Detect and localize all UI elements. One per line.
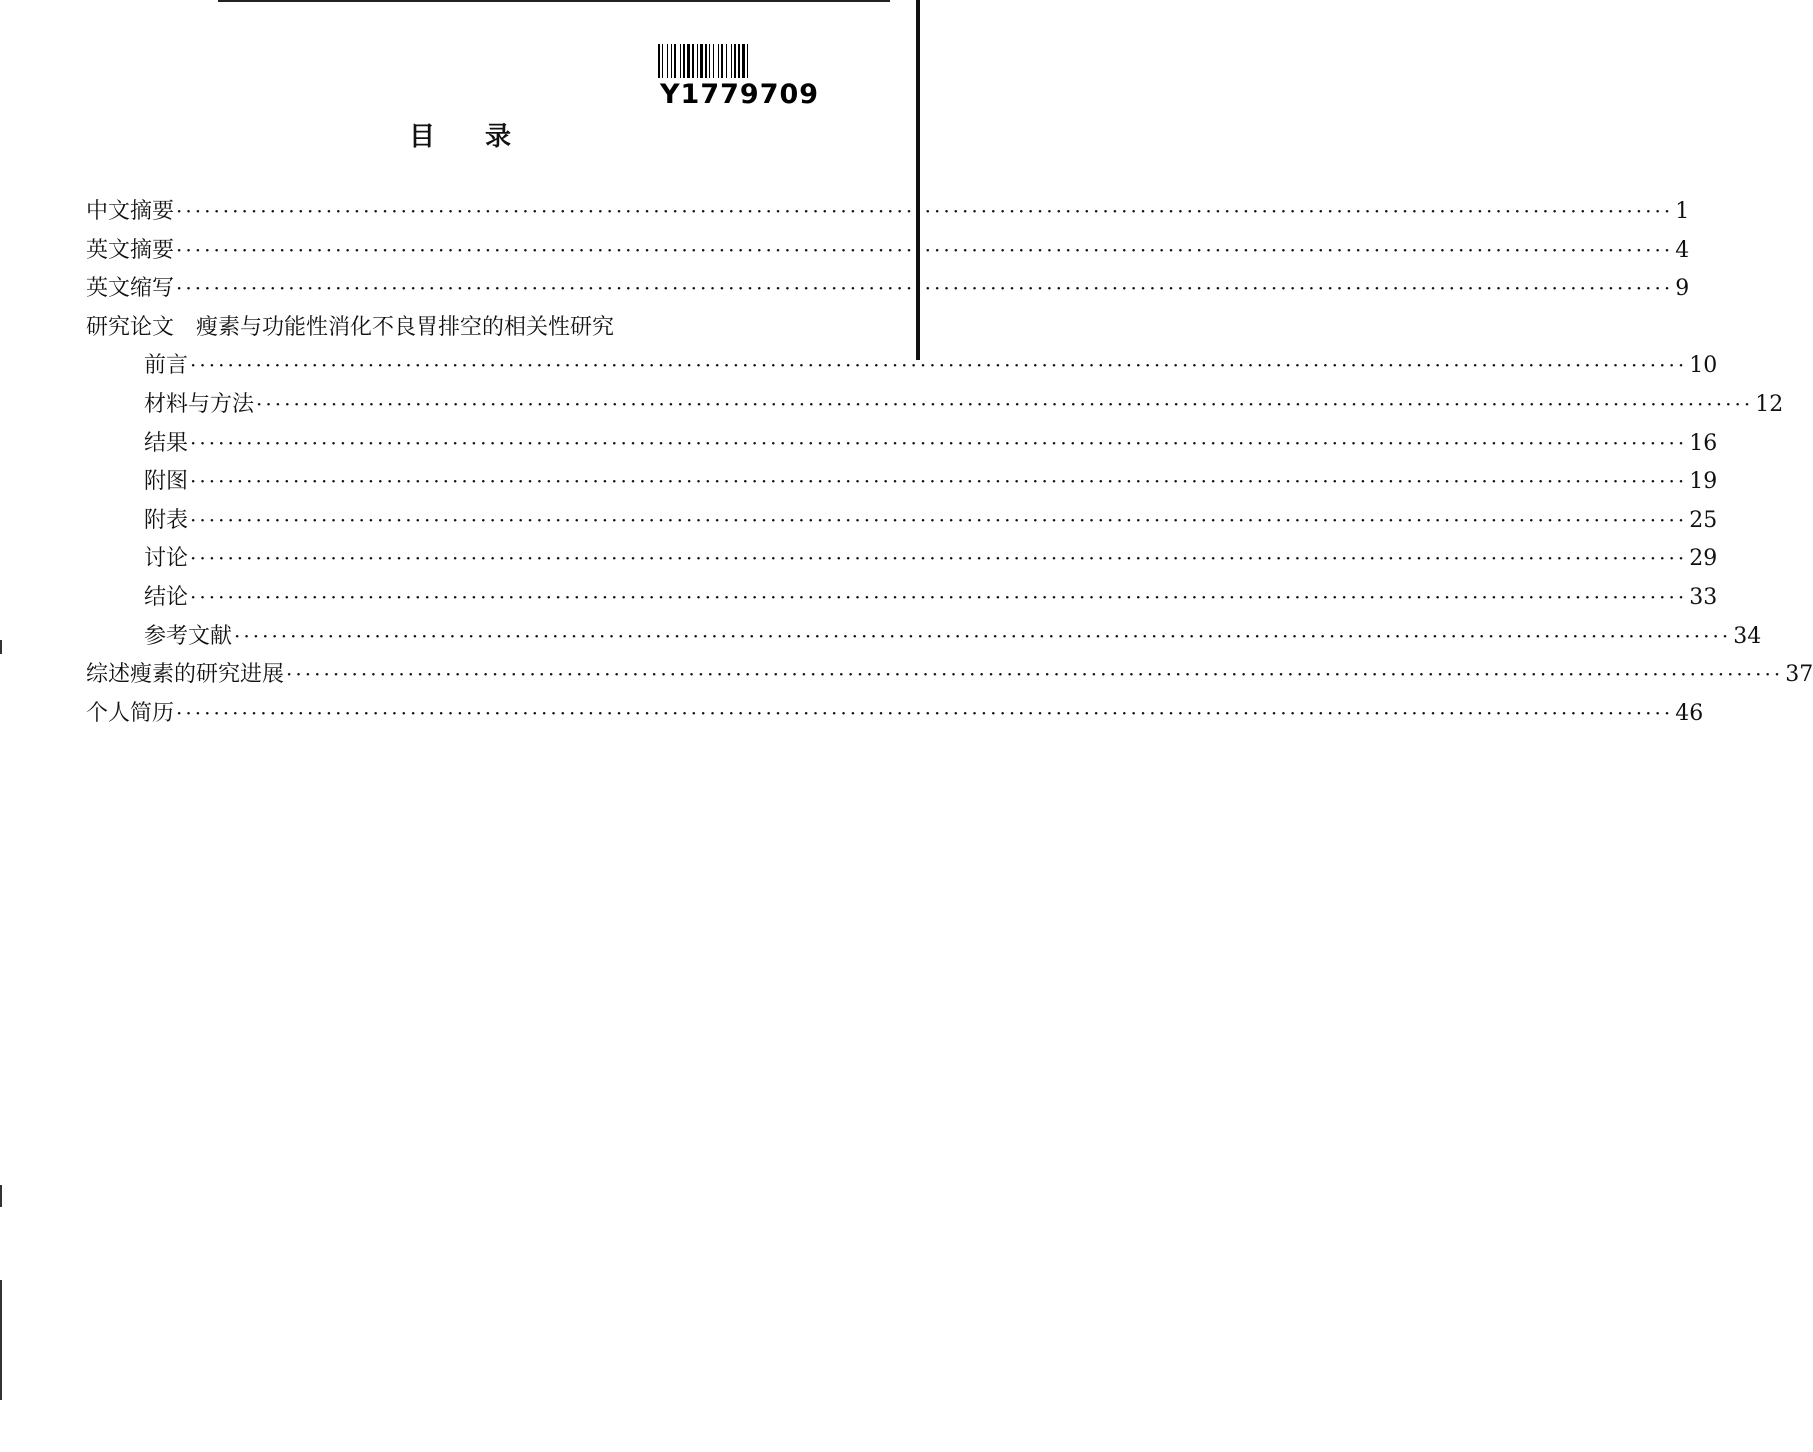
toc-page-number: 1 bbox=[1675, 199, 1690, 224]
toc-label: 英文缩写 bbox=[86, 276, 175, 302]
toc-label: 前言 bbox=[144, 353, 189, 379]
toc-label: 结论 bbox=[144, 584, 189, 610]
toc-subentry[interactable] bbox=[86, 619, 1762, 658]
toc-section-heading[interactable] bbox=[86, 310, 802, 349]
toc-page-number: 34 bbox=[1733, 623, 1762, 649]
scan-mark bbox=[0, 1185, 2, 1207]
scan-mark bbox=[0, 1280, 2, 1400]
page-title: 目录 bbox=[408, 122, 561, 152]
toc-page-number: 16 bbox=[1689, 430, 1718, 456]
dot-leader: ································································································································································ bbox=[190, 584, 1688, 609]
toc-label: 材料与方法 bbox=[144, 391, 255, 417]
toc-subentry[interactable] bbox=[86, 348, 1718, 387]
toc-page-number: 33 bbox=[1689, 584, 1718, 610]
dot-leader: ································································································································································ bbox=[190, 546, 1688, 571]
dot-leader: ································································································································································ bbox=[190, 430, 1688, 455]
toc-label: 英文摘要 bbox=[86, 237, 175, 263]
scan-mark bbox=[0, 640, 2, 654]
toc-entry[interactable] bbox=[86, 271, 1690, 310]
top-border-line bbox=[218, 0, 890, 2]
page-edge bbox=[916, 0, 920, 360]
toc-entry[interactable] bbox=[86, 233, 1690, 272]
toc-page-number: 4 bbox=[1675, 237, 1690, 263]
dot-leader: ································································································································································ bbox=[176, 700, 1674, 725]
toc-entry[interactable] bbox=[86, 696, 1704, 735]
toc-page-number: 25 bbox=[1689, 507, 1718, 533]
toc-subentry[interactable] bbox=[86, 503, 1718, 542]
toc-subentry[interactable] bbox=[86, 464, 1718, 503]
dot-leader: ································································································································································ bbox=[176, 199, 1674, 223]
toc-label: 研究论文 bbox=[86, 314, 175, 340]
toc-label: 附表 bbox=[144, 507, 189, 533]
dot-leader: ································································································································································ bbox=[190, 469, 1688, 494]
toc-label: 参考文献 bbox=[144, 623, 233, 649]
toc-subentry[interactable] bbox=[86, 426, 1718, 465]
barcode-image bbox=[658, 44, 810, 78]
dot-leader: ································································································································································ bbox=[176, 237, 1674, 262]
toc-label: 综述 bbox=[86, 662, 131, 688]
toc-entry[interactable] bbox=[86, 657, 1813, 696]
toc-page-number: 46 bbox=[1675, 700, 1704, 726]
toc-label: 个人简历 bbox=[86, 700, 175, 726]
toc-subentry[interactable] bbox=[86, 541, 1718, 580]
toc-page-number: 29 bbox=[1689, 546, 1718, 572]
toc-page-number: 19 bbox=[1689, 469, 1718, 495]
toc-subentry[interactable] bbox=[86, 580, 1718, 619]
toc-label: 讨论 bbox=[144, 546, 189, 572]
paper-title: 瘦素与功能性消化不良胃排空的相关性研究 bbox=[196, 314, 615, 340]
dot-leader: ································································································································································ bbox=[190, 353, 1688, 378]
toc-page-number: 12 bbox=[1755, 391, 1784, 417]
dot-leader: ································································································································································ bbox=[234, 623, 1732, 648]
toc-page-number: 9 bbox=[1675, 276, 1690, 302]
review-title: 瘦素的研究进展 bbox=[130, 662, 285, 688]
toc-label: 附图 bbox=[144, 469, 189, 495]
dot-leader: ································································································································································ bbox=[256, 391, 1754, 416]
toc-page-number: 10 bbox=[1689, 353, 1718, 379]
dot-leader: ································································································································································ bbox=[190, 507, 1688, 532]
dot-leader: ································································································································································ bbox=[286, 662, 1784, 687]
table-of-contents bbox=[86, 194, 1813, 734]
toc-page-number: 37 bbox=[1785, 662, 1813, 688]
toc-label: 结果 bbox=[144, 430, 189, 456]
toc-entry[interactable] bbox=[86, 194, 1690, 233]
barcode-number: Y1779709 bbox=[660, 79, 820, 110]
toc-label: 中文摘要 bbox=[86, 199, 175, 224]
toc-subentry[interactable] bbox=[86, 387, 1784, 426]
dot-leader: ································································································································································ bbox=[176, 276, 1674, 301]
